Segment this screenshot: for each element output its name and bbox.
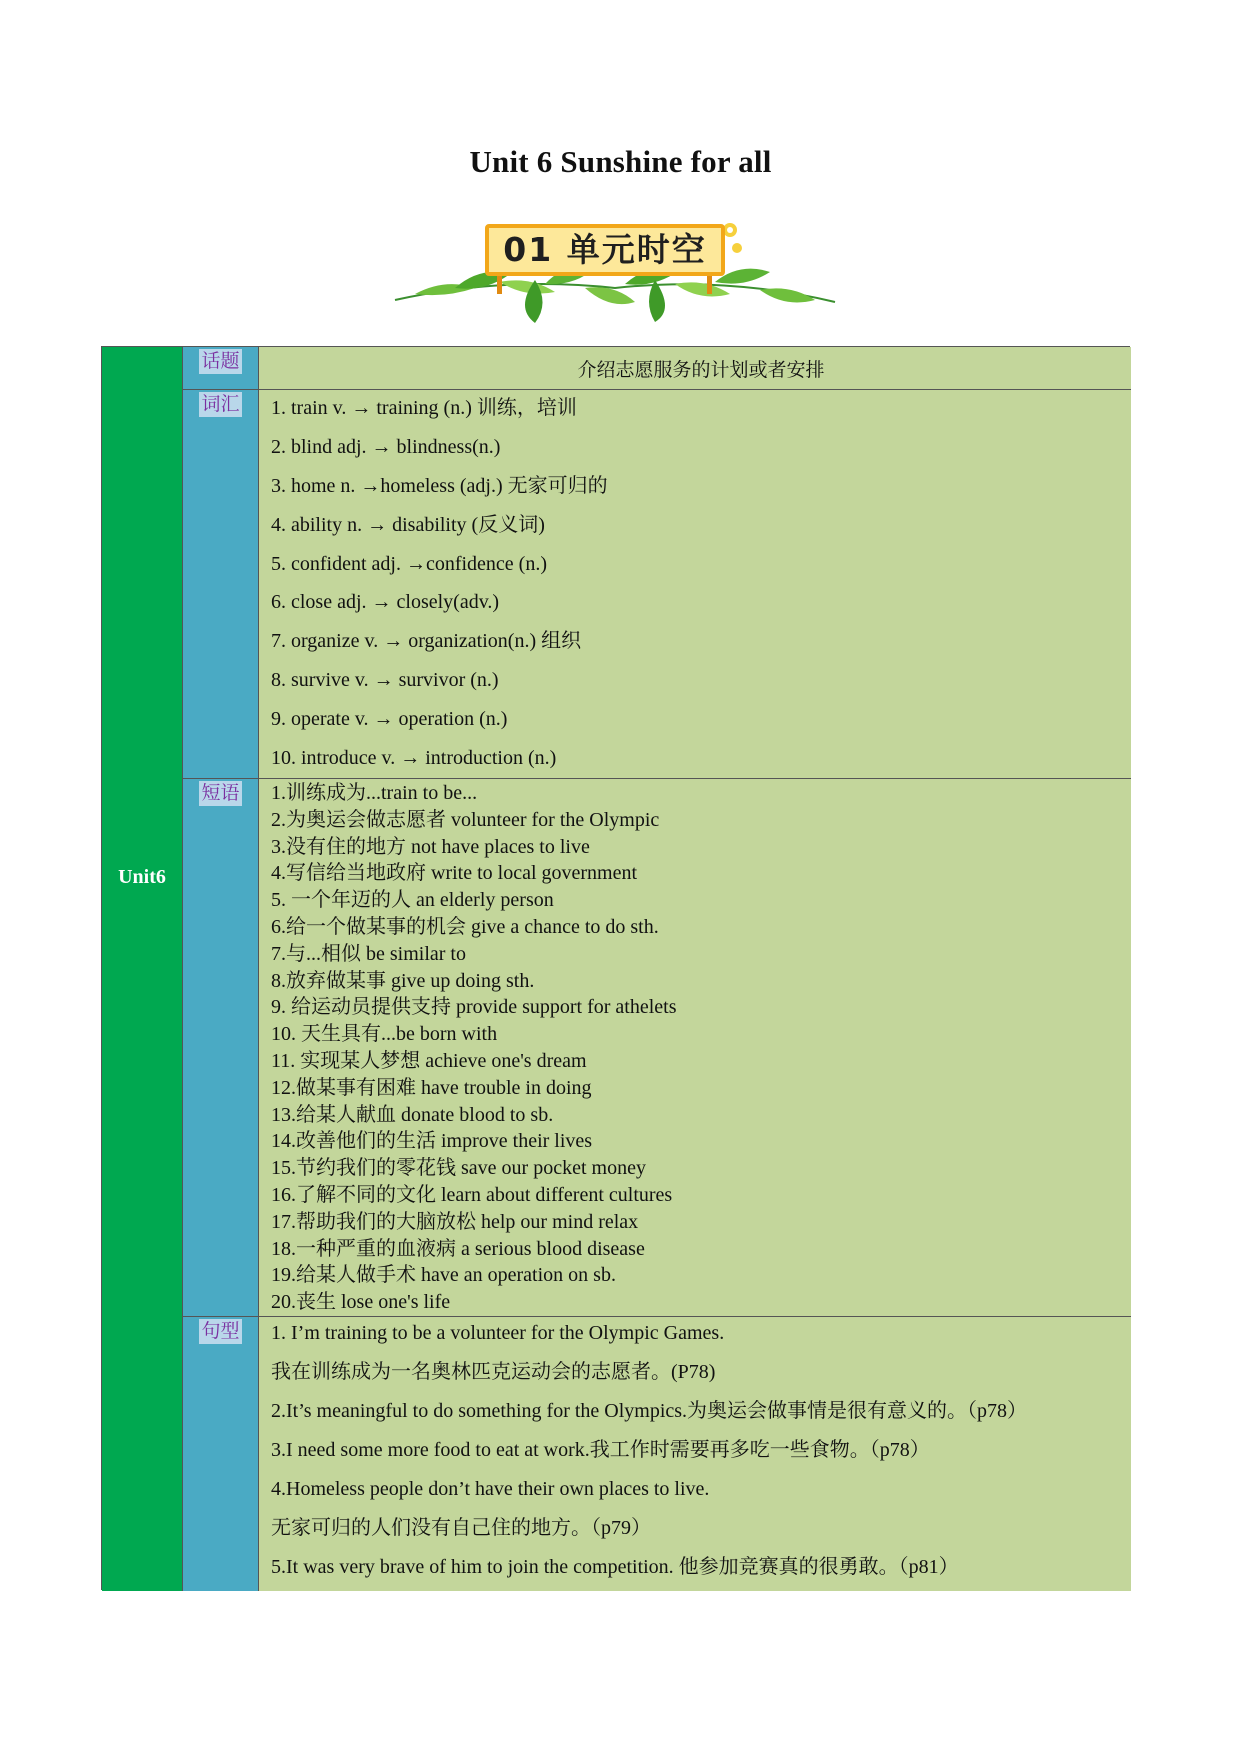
list-item: 2.为奥运会做志愿者 volunteer for the Olympic <box>271 808 660 831</box>
category-sentences <box>183 1316 259 1591</box>
list-item: 10. 天生具有...be born with <box>271 1023 498 1046</box>
list-item: 5. confident adj. →confidence (n.) <box>271 552 548 575</box>
list-item: 6.给一个做某事的机会 give a chance to do sth. <box>271 915 659 938</box>
list-item: 7.与...相似 be similar to <box>271 942 466 965</box>
list-item: 7. organize v. → organization(n.) 组织 <box>271 630 582 653</box>
list-item: 2.It’s meaningful to do something for the Olympics.为奥运会做事情是很有意义的。（p78） <box>271 1400 1028 1422</box>
unit-cell <box>102 347 183 1591</box>
list-item: 17.帮助我们的大脑放松 help our mind relax <box>271 1210 639 1233</box>
category-phrases <box>183 778 259 1316</box>
list-item: 4. ability n. → disability (反义词) <box>271 513 545 536</box>
list-item: 18.一种严重的血液病 a serious blood disease <box>271 1237 645 1260</box>
list-item: 9. operate v. → operation (n.) <box>271 708 508 731</box>
list-item: 4.Homeless people don’t have their own places to live. <box>271 1478 710 1500</box>
list-item: 1. I’m training to be a volunteer for the Olympic Games. <box>271 1322 725 1344</box>
unit-label: Unit6 <box>118 865 166 888</box>
vocabulary-list <box>259 389 1131 778</box>
list-item: 5.It was very brave of him to join the competition. 他参加竞赛真的很勇敢。（p81） <box>271 1556 959 1578</box>
page-title: Unit 6 Sunshine for all <box>469 144 772 179</box>
phrases-list <box>259 778 1131 1316</box>
list-item: 19.给某人做手术 have an operation on sb. <box>271 1264 616 1287</box>
list-item: 4.写信给当地政府 write to local government <box>271 862 638 885</box>
topic-text: 介绍志愿服务的计划或者安排 <box>577 358 825 381</box>
list-item: 6. close adj. → closely(adv.) <box>271 591 500 614</box>
category-vocabulary <box>183 389 259 778</box>
list-item: 我在训练成为一名奥林匹克运动会的志愿者。(P78) <box>271 1361 716 1383</box>
list-item: 5. 一个年迈的人 an elderly person <box>271 889 554 912</box>
list-item: 3. home n. →homeless (adj.) 无家可归的 <box>271 474 608 497</box>
list-item: 11. 实现某人梦想 achieve one's dream <box>271 1049 587 1072</box>
list-item: 12.做某事有困难 have trouble in doing <box>271 1076 592 1099</box>
list-item: 3.I need some more food to eat at work.我工作时需要再多吃一些食物。（p78） <box>271 1439 930 1461</box>
unit-summary-table <box>101 346 1130 1590</box>
topic-content <box>259 347 1131 389</box>
list-item: 9. 给运动员提供支持 provide support for athelets <box>271 996 677 1019</box>
category-label: 句型 <box>201 1320 240 1342</box>
list-item: 10. introduce v. → introduction (n.) <box>271 747 557 770</box>
category-label: 短语 <box>201 782 240 804</box>
list-item: 20.丧生 lose one's life <box>271 1291 451 1314</box>
category-label: 词汇 <box>201 393 240 415</box>
list-item: 13.给某人献血 donate blood to sb. <box>271 1103 554 1126</box>
list-item: 8. survive v. → survivor (n.) <box>271 669 499 692</box>
category-topic <box>183 347 259 389</box>
banner-text: 01 单元时空 <box>503 230 707 269</box>
list-item: 无家可归的人们没有自己住的地方。（p79） <box>271 1517 651 1539</box>
list-item: 3.没有住的地方 not have places to live <box>271 835 590 858</box>
list-item: 1.训练成为...train to be... <box>271 782 478 804</box>
list-item: 14.改善他们的生活 improve their lives <box>271 1130 593 1153</box>
list-item: 1. train v. → training (n.) 训练，培训 <box>271 397 577 419</box>
list-item: 2. blind adj. → blindness(n.) <box>271 435 501 458</box>
section-banner <box>385 218 845 328</box>
sentences-list <box>259 1316 1131 1591</box>
list-item: 16.了解不同的文化 learn about different cultures <box>271 1183 673 1206</box>
category-label: 话题 <box>201 350 240 372</box>
list-item: 15.节约我们的零花钱 save our pocket money <box>271 1157 646 1180</box>
list-item: 8.放弃做某事 give up doing sth. <box>271 969 535 992</box>
